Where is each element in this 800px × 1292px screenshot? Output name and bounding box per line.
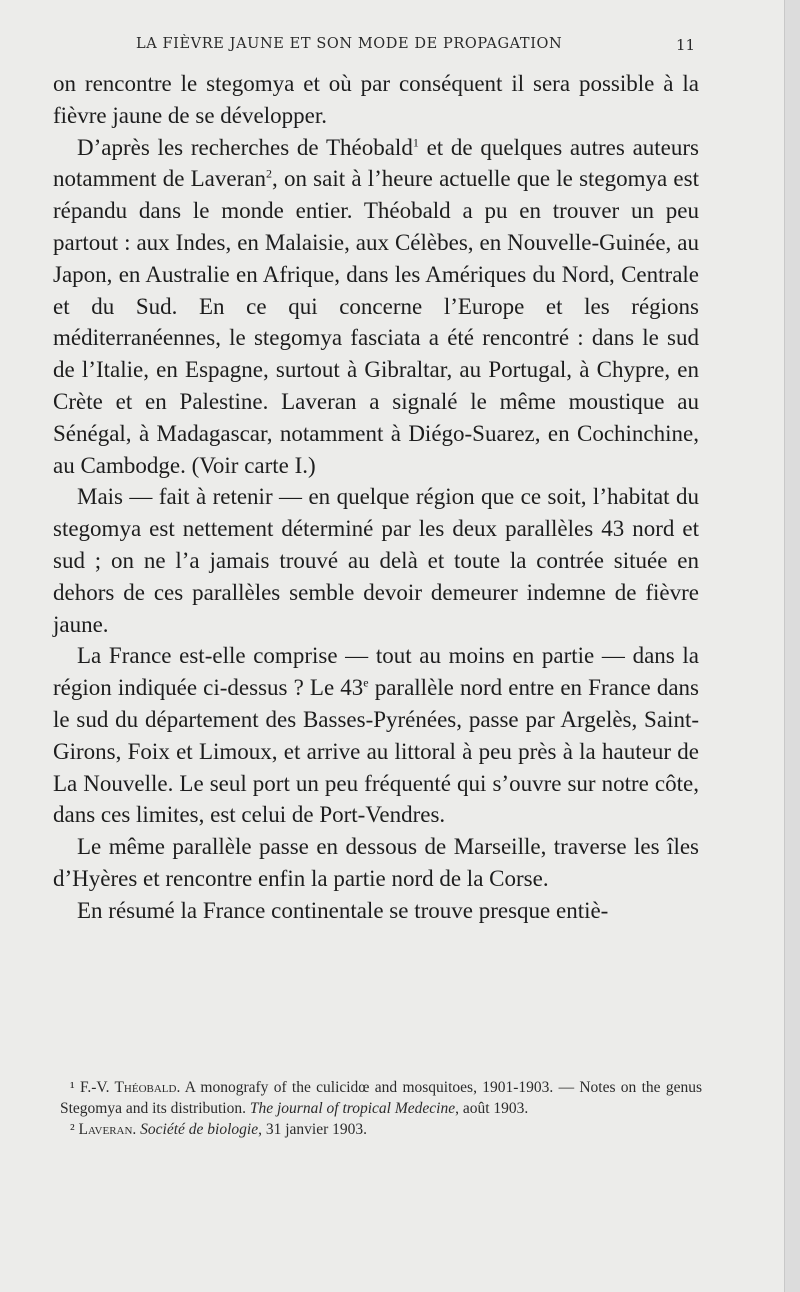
paragraph-1 bbox=[53, 68, 699, 132]
paragraph-2-text-a: D’après les recherches de Théobald bbox=[77, 134, 413, 160]
paragraph-3-text: Mais — fait à retenir — en quelque région que ce soit, l’habitat du stegomya est nettement déterminé par les deux parallèles 43 nord et sud ; on ne l’a jamais trouvé au delà et toute la contrée située en dehors de ces parallèles semble devoir demeurer indemne de fièvre jaune. bbox=[53, 484, 699, 637]
footnote-2 bbox=[60, 1119, 702, 1140]
paragraph-4-text-b: parallèle nord entre en France dans le sud du département des Basses-Pyrénées, passe par Argelès, Saint-Girons, Foix et Limoux, et arrive au littoral à peu près à la hauteur de La Nouvelle. Le seul port un peu fréquenté qui s’ouvre sur notre côte, dans ces limites, est celui de Port-Vendres. bbox=[53, 675, 699, 828]
footnote-1-marker: ¹ bbox=[70, 1079, 75, 1096]
page-number: 11 bbox=[676, 36, 696, 54]
footnote-1 bbox=[60, 1077, 702, 1119]
paragraph-4 bbox=[53, 640, 699, 831]
footnote-ref-2: 2 bbox=[265, 166, 272, 181]
footnote-2-date: , 31 janvier 1903. bbox=[258, 1121, 368, 1138]
running-head-title: LA FIÈVRE JAUNE ET SON MODE DE PROPAGATION bbox=[136, 36, 563, 52]
paragraph-4-text-a: La France est-elle comprise — tout au moins en partie — dans la région indiquée ci-dessus ? Le 43 bbox=[53, 643, 699, 701]
paragraph-6-text: En résumé la France continentale se trouve presque entiè- bbox=[77, 897, 609, 923]
paragraph-5-text: Le même parallèle passe en dessous de Marseille, traverse les îles d’Hyères et rencontre enfin la partie nord de la Corse. bbox=[53, 834, 699, 891]
footnote-1-journal: The journal of tropical Medecine bbox=[249, 1100, 456, 1117]
paragraph-1-text: on rencontre le stegomya et où par conséquent il sera possible à la fièvre jaune de se développer. bbox=[53, 71, 699, 128]
paragraph-2-text-c: , on sait à l’heure actuelle que le stegomya est répandu dans le monde entier. Théobald a pu en trouver un peu partout : aux Indes, en Malaisie, aux Célèbes, en Nouvelle-Guinée, au Japon, en Australie en Afrique, dans les Amériques du Nord, Centrale et du Sud. En ce qui concerne l’Europe et les régions méditerranéennes, le stegomya fasciata a été rencontré : dans le sud de l’Italie, en Espagne, surtout à Gibraltar, au Portugal, à Chypre, en Crète et en Palestine. Laveran a signalé le même moustique au Sénégal, à Madagascar, notamment à Diégo-Suarez, en Cochinchine, au Cambodge. (Voir carte I.) bbox=[53, 166, 699, 478]
footnotes bbox=[60, 1077, 702, 1140]
footnote-ref-1: 1 bbox=[412, 134, 419, 149]
footnote-1-author: F.-V. Théobald. bbox=[79, 1079, 181, 1096]
body-text bbox=[53, 68, 699, 927]
paragraph-2-text-b: et de quelques autres auteurs notamment de Laveran bbox=[53, 134, 699, 192]
footnote-1-text: A monografy of the culicidœ and mosquitoes, 1901-1903. — Notes on the genus Stegomya and its distribution. bbox=[60, 1079, 702, 1117]
footnote-2-author: Laveran. bbox=[78, 1121, 137, 1138]
footnote-1-date: , août 1903. bbox=[455, 1100, 529, 1117]
footnote-2-journal: Société de biologie bbox=[140, 1121, 259, 1138]
ordinal-superscript: e bbox=[363, 675, 369, 690]
paragraph-2 bbox=[53, 132, 699, 482]
paragraph-3 bbox=[53, 481, 699, 640]
running-head bbox=[0, 36, 784, 58]
footnote-2-marker: ² bbox=[70, 1121, 75, 1138]
paragraph-6 bbox=[53, 895, 699, 927]
paragraph-5 bbox=[53, 831, 699, 895]
